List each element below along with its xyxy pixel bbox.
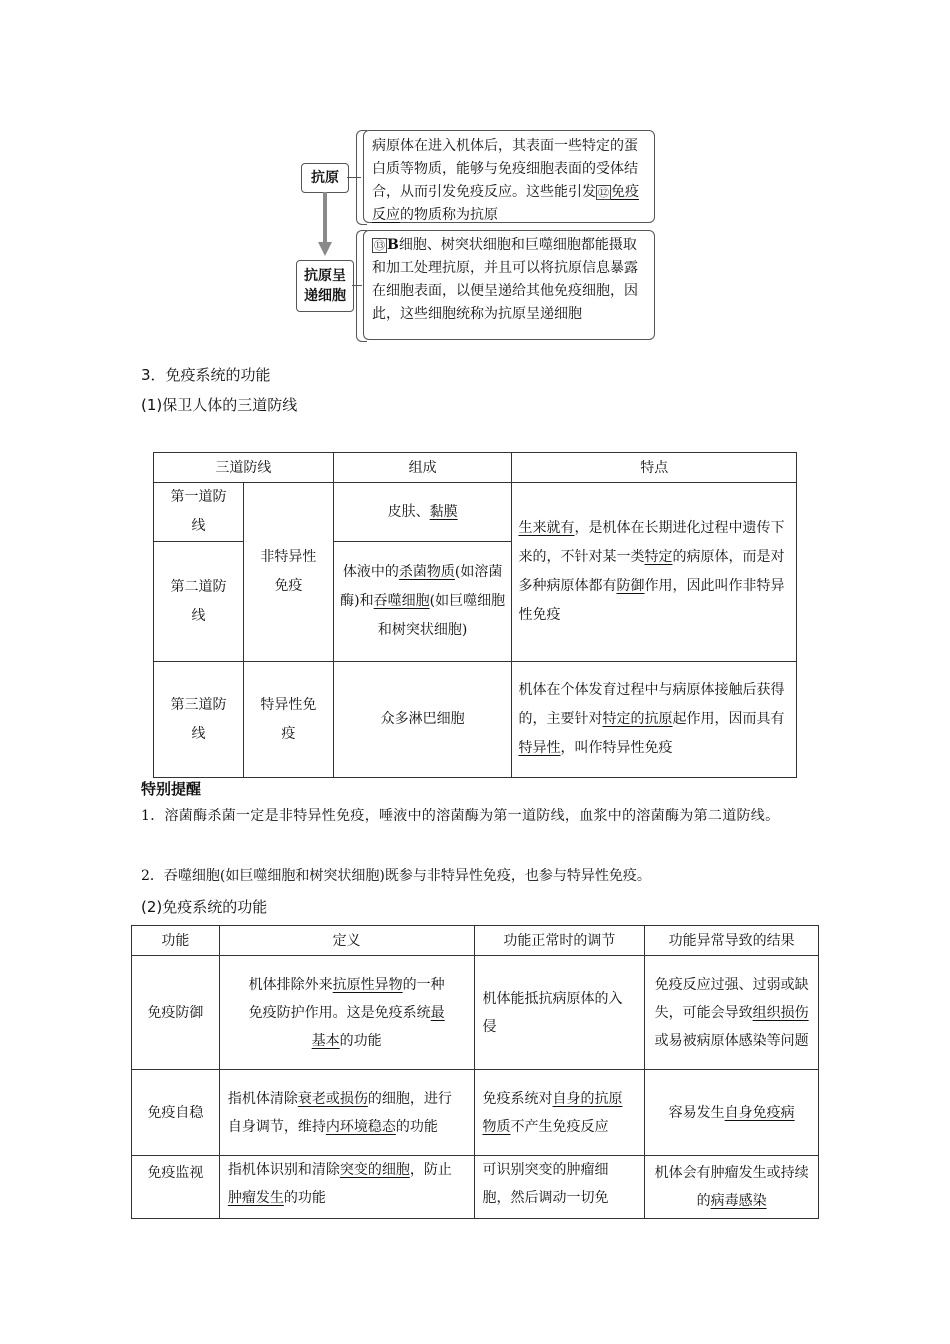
cell-text: 的病原体，而是对多种病原体都有: [518, 549, 785, 594]
immunity-type-cell: [243, 483, 333, 662]
number-mark: ⑫: [598, 186, 609, 199]
antigen-text-end: 的物质称为抗原: [400, 207, 498, 223]
immunity-type-cell: [243, 662, 333, 778]
cell-text: ，防止: [409, 1162, 452, 1178]
answer-blank: 黏膜: [429, 503, 458, 520]
cell-text: 作用，因此叫作非特异性免疫: [518, 578, 785, 623]
definition-cell: [219, 956, 474, 1070]
immune-function-table: [131, 925, 819, 1219]
apc-tag-line2: 递细胞: [304, 288, 346, 304]
header-cell: 特点: [512, 453, 797, 483]
composition-cell: [333, 483, 512, 542]
cell-text: 指机体清除: [227, 1090, 298, 1107]
antigen-tag: [301, 163, 349, 193]
answer-blank: 杀菌物质: [398, 564, 455, 580]
cell-text: 机体会有肿瘤发生或持续的: [654, 1165, 809, 1209]
table-row: [154, 483, 797, 542]
table-header-row: [154, 453, 797, 483]
answer-blank: 内环境稳态: [325, 1118, 396, 1135]
function-name-cell: [132, 1070, 220, 1156]
answer-blank: 防御: [616, 578, 645, 594]
note-item-2: 2．吞噬细胞(如巨噬细胞和树突状细胞)既参与非特异性免疫，也参与特异性免疫。: [141, 868, 651, 884]
cell-text: 免疫防御: [147, 1004, 204, 1021]
header-cell: 三道防线: [154, 453, 334, 483]
defense-lines-table: [153, 452, 797, 778]
cell-text: 特异性免疫: [260, 696, 317, 742]
answer-blank: 病毒感染: [710, 1193, 767, 1209]
answer-blank: 免疫反应: [372, 184, 639, 223]
cell-text: 免疫监视: [147, 1165, 204, 1181]
table-row: [132, 1156, 819, 1219]
cell-text: 机体在个体发育过程中与病原体接触后获得的，主要针对: [518, 682, 785, 727]
header-cell: 功能正常时的调节: [474, 926, 645, 956]
header-cell: 组成: [333, 453, 512, 483]
answer-blank: 特定: [644, 549, 673, 565]
apc-tag: [296, 260, 354, 312]
cell-text: 的功能: [283, 1190, 326, 1206]
answer-blank: 肿瘤发生: [227, 1190, 284, 1206]
cell-text: (如巨噬细胞和树突状细胞): [377, 593, 506, 638]
answer-blank: 衰老或损伤: [297, 1090, 368, 1107]
composition-cell: [333, 662, 512, 778]
feature-cell: [512, 483, 797, 662]
function-name-cell: [132, 1156, 220, 1219]
definition-cell: [219, 1070, 474, 1156]
abnormal-cell: [645, 1070, 819, 1156]
answer-blank: 特异性: [518, 740, 561, 756]
cell-text: 皮肤、: [387, 503, 430, 520]
cell-text: ，叫作特异性免疫: [560, 740, 673, 756]
abnormal-cell: [645, 956, 819, 1070]
answer-blank: 自身的抗原物质: [482, 1090, 623, 1135]
antigen-text: 病原体在进入机体后，其表面一些特定的蛋白质等物质，能够与免疫细胞表面的受体结合，从而引发免疫反应。这些能引发: [372, 138, 638, 200]
line-name-cell: [154, 662, 244, 778]
cell-text: 起作用，因而具有: [672, 711, 785, 727]
apc-definition-box: [363, 230, 655, 340]
definition-cell: [219, 1156, 474, 1219]
line-name-cell: [154, 483, 244, 542]
function-name-cell: [132, 956, 220, 1070]
antigen-tag-label: 抗原: [311, 170, 339, 186]
note-item-1: 1．溶菌酶杀菌一定是非特异性免疫，唾液中的溶菌酶为第一道防线，血浆中的溶菌酶为第二道防线。: [141, 808, 780, 824]
cell-text: 第三道防线: [170, 696, 227, 742]
apc-text-b: B: [387, 237, 399, 253]
composition-cell: [333, 542, 512, 662]
answer-blank: 抗原性异物: [332, 976, 403, 993]
header-cell: 功能: [132, 926, 220, 956]
answer-blank: 生来就有: [518, 520, 575, 536]
normal-cell: [474, 1070, 645, 1156]
cell-text: 众多淋巴细胞: [380, 711, 465, 727]
subsection-title-1: (1)保卫人体的三道防线: [141, 396, 298, 414]
answer-blank: 组织损伤: [752, 1004, 809, 1021]
cell-text: 非特异性免疫: [260, 549, 317, 594]
answer-blank: 自身免疫病: [724, 1104, 795, 1121]
cell-text: 的功能: [395, 1118, 438, 1135]
answer-blank: 最基本: [311, 1004, 445, 1049]
section-title: 3．免疫系统的功能: [141, 366, 271, 384]
line-name-cell: [154, 542, 244, 662]
cell-text: 免疫系统对: [482, 1090, 553, 1107]
cell-text: 机体能抵抗病原体的入侵: [482, 990, 623, 1035]
cell-text: 第二道防线: [170, 578, 227, 624]
normal-cell: [474, 956, 645, 1070]
cell-text: 的功能: [339, 1032, 382, 1049]
cell-text: 机体排除外来: [248, 976, 333, 993]
number-mark: ⑬: [374, 239, 385, 252]
cell-text: 的一种免疫防护作用。这是免疫系统: [248, 976, 445, 1021]
cell-text: ，是机体在长期进化过程中遗传下来的，不针对某一类: [518, 520, 785, 565]
cell-text: 免疫反应过强、过弱或缺失，可能会导致: [654, 976, 809, 1021]
table-row: [132, 1070, 819, 1156]
answer-blank: 特定的抗原: [602, 711, 673, 727]
cell-text: 体液中的: [342, 564, 399, 580]
cell-text: 的细胞，进行自身调节，维持: [227, 1090, 452, 1135]
apc-text: 细胞、树突状细胞和巨噬细胞都能摄取和加工处理抗原，并且可以将抗原信息暴露在细胞表面，以便呈递给其他免疫细胞，因此，这些细胞统称为抗原呈递细胞: [372, 237, 638, 322]
cell-text: 可识别突变的肿瘤细胞，然后调动一切免: [482, 1162, 609, 1206]
note-title: 特别提醒: [141, 780, 202, 798]
table-header-row: [132, 926, 819, 956]
subsection-title-2: (2)免疫系统的功能: [141, 898, 268, 916]
answer-blank: 吞噬细胞: [373, 593, 430, 609]
normal-cell: [474, 1156, 645, 1219]
cell-text: 或易被病原体感染等问题: [654, 1032, 809, 1049]
cell-text: (如溶菌酶)和: [340, 564, 503, 609]
cell-text: 不产生免疫反应: [510, 1118, 609, 1135]
header-cell: 功能异常导致的结果: [645, 926, 819, 956]
answer-blank: 突变的细胞: [339, 1162, 410, 1178]
header-cell: 定义: [219, 926, 474, 956]
feature-cell: [512, 662, 797, 778]
cell-text: 指机体识别和清除: [227, 1162, 340, 1178]
arrow-down-icon: [317, 192, 333, 258]
abnormal-cell: [645, 1156, 819, 1219]
apc-tag-line1: 抗原呈: [304, 268, 346, 284]
cell-text: 免疫自稳: [147, 1104, 204, 1121]
table-row: [154, 662, 797, 778]
cell-text: 第一道防线: [170, 489, 227, 534]
table-row: [132, 956, 819, 1070]
antigen-definition-box: [363, 130, 655, 223]
cell-text: 容易发生: [668, 1104, 725, 1121]
